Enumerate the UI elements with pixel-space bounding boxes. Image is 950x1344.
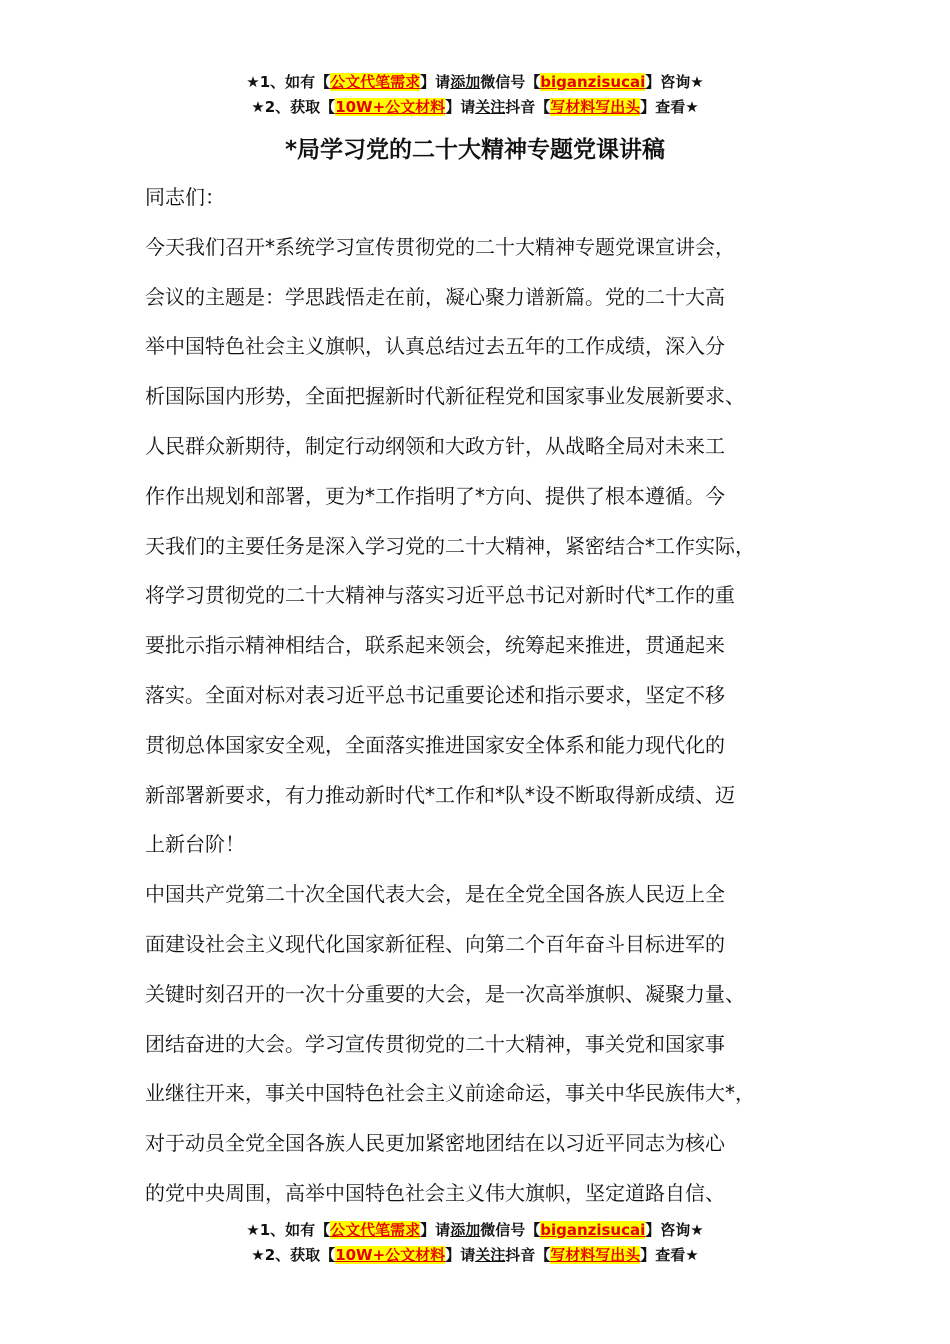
text-line: 关键时刻召开的一次十分重要的大会，是一次高举旗帜、凝聚力量、: [145, 981, 745, 1006]
promo-text: ★1、如有【: [246, 73, 331, 91]
text-line: 中国共产党第二十次全国代表大会，是在全党全国各族人民迈上全: [145, 882, 725, 907]
text-line: 要批示指示精神相结合，联系起来领会，统筹起来推进，贯通起来: [145, 633, 725, 658]
promo-line-2: [0, 1243, 950, 1268]
promo-text: 】查看★: [640, 1246, 699, 1264]
text-line: 会议的主题是：学思践悟走在前，凝心聚力谱新篇。党的二十大高: [145, 284, 725, 309]
promo-text: 】咨询★: [645, 73, 704, 91]
text-line: 人民群众新期待，制定行动纲领和大政方针，从战略全局对未来工: [145, 433, 725, 458]
text-line: 的党中央周围，高举中国特色社会主义伟大旗帜，坚定道路自信、: [145, 1180, 725, 1205]
promo-text: 】查看★: [640, 98, 699, 116]
text-line: 作作出规划和部署，更为*工作指明了*方向、提供了根本遵循。今: [145, 483, 725, 508]
promo-text: 】咨询★: [645, 1221, 704, 1239]
promo-line-1: [0, 1218, 950, 1243]
wechat-id-highlight: biganzisucai: [540, 1221, 646, 1239]
salutation: 同志们：: [145, 185, 225, 209]
text-line: 业继往开来，事关中国特色社会主义前途命运，事关中华民族伟大*，: [145, 1081, 755, 1106]
promo-line-2: [0, 95, 950, 120]
douyin-id-highlight: 写材料写出头: [550, 98, 641, 116]
promo-text: 】请: [420, 73, 451, 91]
promo-highlight: 10W+公文材料: [335, 98, 446, 116]
promo-highlight: 公文代笔需求: [330, 73, 421, 91]
text-line: 举中国特色社会主义旗帜，认真总结过去五年的工作成绩，深入分: [145, 334, 725, 359]
promo-underline: 添加: [450, 1221, 481, 1239]
promo-underline: 关注: [475, 98, 506, 116]
promo-text: 抖音【: [505, 98, 551, 116]
promo-text: ★1、如有【: [246, 1221, 331, 1239]
text-line: 析国际国内形势，全面把握新时代新征程党和国家事业发展新要求、: [145, 384, 745, 409]
promo-text: 微信号【: [480, 1221, 541, 1239]
text-line: 天我们的主要任务是深入学习党的二十大精神，紧密结合*工作实际，: [145, 533, 755, 558]
promo-text: ★2、获取【: [251, 98, 336, 116]
promo-text: 抖音【: [505, 1246, 551, 1264]
text-line: 团结奋进的大会。学习宣传贯彻党的二十大精神，事关党和国家事: [145, 1031, 725, 1056]
wechat-id-highlight: biganzisucai: [540, 73, 646, 91]
top-promo-banner: [0, 70, 950, 120]
text-line: 将学习贯彻党的二十大精神与落实习近平总书记对新时代*工作的重: [145, 583, 735, 608]
promo-underline: 关注: [475, 1246, 506, 1264]
promo-highlight: 10W+公文材料: [335, 1246, 446, 1264]
douyin-id-highlight: 写材料写出头: [550, 1246, 641, 1264]
promo-text: ★2、获取【: [251, 1246, 336, 1264]
document-body: [145, 173, 835, 1219]
text-line: 对于动员全党全国各族人民更加紧密地团结在以习近平同志为核心: [145, 1131, 725, 1156]
paragraph-2: [145, 870, 835, 1219]
promo-text: 】请: [445, 98, 476, 116]
promo-line-1: [0, 70, 950, 95]
promo-highlight: 公文代笔需求: [330, 1221, 421, 1239]
promo-text: 】请: [420, 1221, 451, 1239]
promo-underline: 添加: [450, 73, 481, 91]
promo-text: 】请: [445, 1246, 476, 1264]
document-title: *局学习党的二十大精神专题党课讲稿: [284, 137, 666, 163]
text-line: 新部署新要求，有力推动新时代*工作和*队*设不断取得新成绩、迈: [145, 782, 735, 807]
promo-text: 微信号【: [480, 73, 541, 91]
text-line: 上新台阶！: [145, 832, 245, 857]
text-line: 面建设社会主义现代化国家新征程、向第二个百年奋斗目标进军的: [145, 931, 725, 956]
text-line: 贯彻总体国家安全观，全面落实推进国家安全体系和能力现代化的: [145, 732, 725, 757]
bottom-promo-banner: [0, 1218, 950, 1268]
text-line: 今天我们召开*系统学习宣传贯彻党的二十大精神专题党课宣讲会，: [145, 234, 735, 259]
text-line: 落实。全面对标对表习近平总书记重要论述和指示要求，坚定不移: [145, 682, 725, 707]
paragraph-1: [145, 223, 835, 870]
